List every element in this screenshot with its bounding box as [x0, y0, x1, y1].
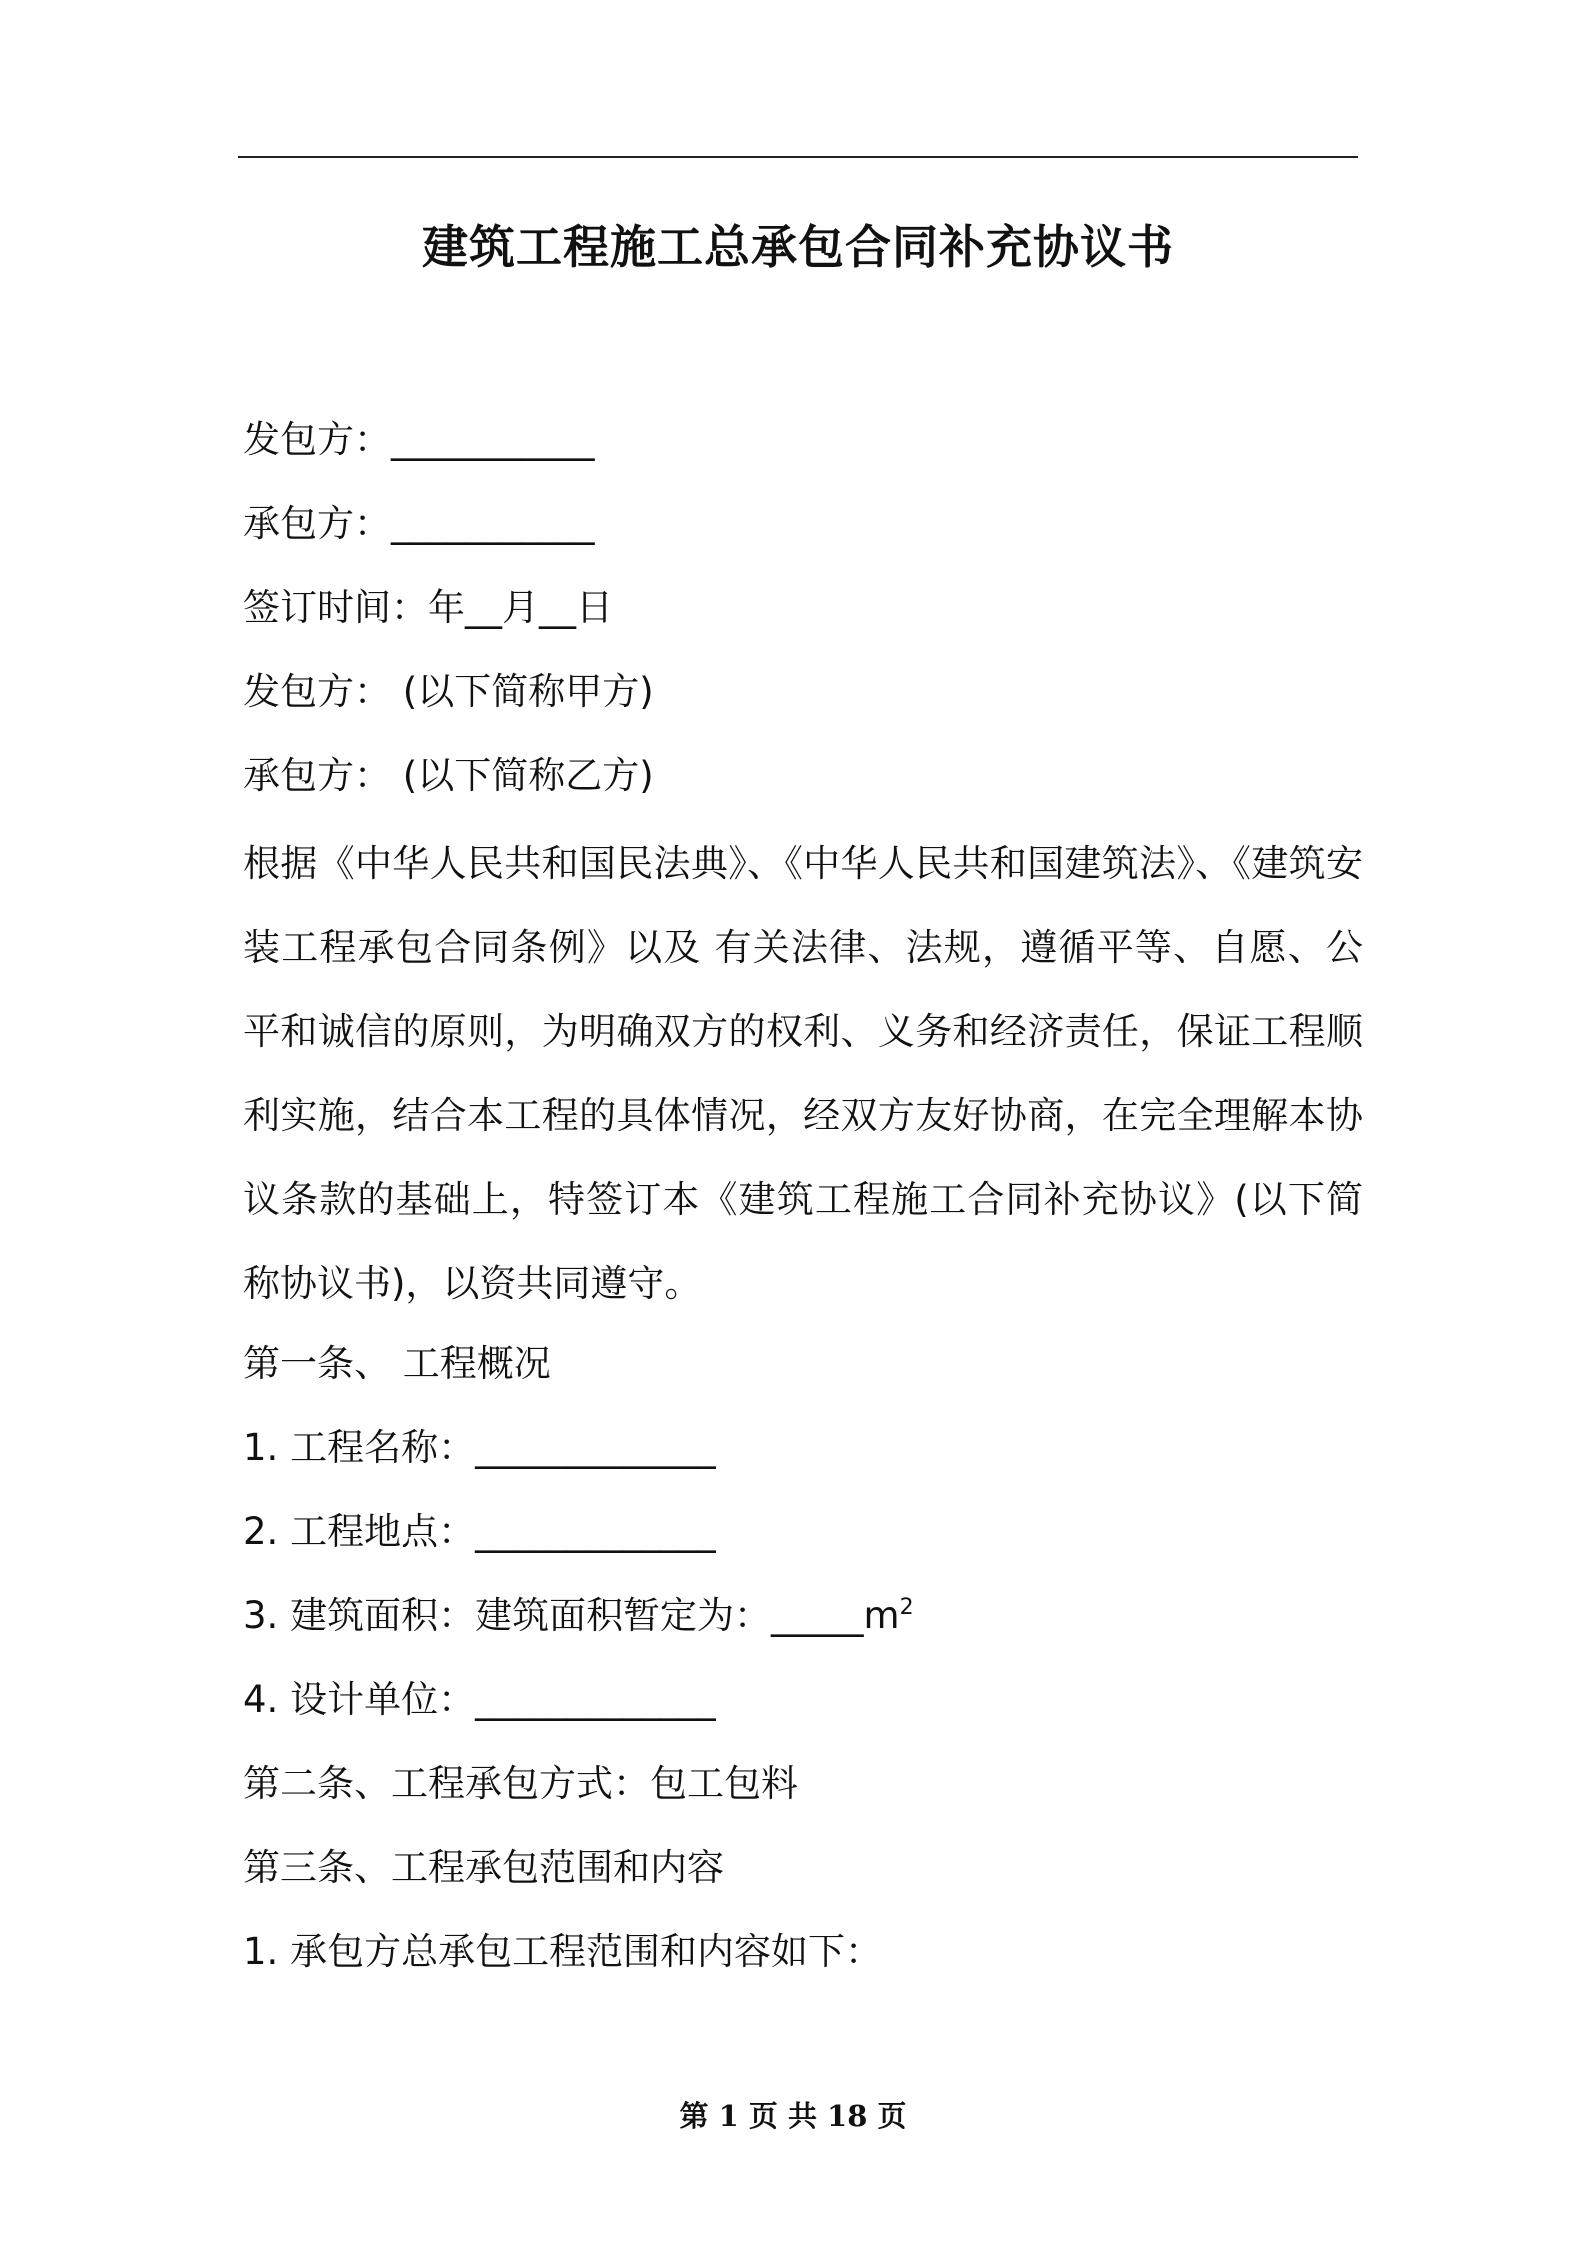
article-1-heading: 第一条、 工程概况	[243, 1342, 551, 1385]
article-1-item-4: 4. 设计单位：_____________	[243, 1678, 716, 1721]
article-1-item-2: 2. 工程地点：_____________	[243, 1510, 716, 1553]
article-3-heading: 第三条、工程承包范围和内容	[243, 1846, 724, 1889]
preamble-line: 装工程承包合同条例》以及 有关法律、法规，遵循平等、自愿、公	[243, 926, 1363, 969]
preamble-line: 利实施，结合本工程的具体情况，经双方友好协商，在完全理解本协	[243, 1094, 1363, 1137]
employer-field: 发包方：___________	[243, 418, 595, 461]
contractor-alias-field: 承包方： (以下简称乙方)	[243, 754, 654, 797]
page-footer: 第 1 页 共 18 页	[679, 2099, 907, 2133]
employer-alias-field: 发包方： (以下简称甲方)	[243, 670, 654, 713]
preamble-line: 根据《中华人民共和国民法典》、《中华人民共和国建筑法》、《建筑安	[243, 842, 1363, 885]
article-2-heading: 第二条、工程承包方式：包工包料	[243, 1762, 798, 1805]
preamble-paragraph	[243, 822, 1363, 1326]
contractor-field: 承包方：___________	[243, 502, 595, 545]
article-1-item-1: 1. 工程名称：_____________	[243, 1426, 716, 1469]
header-rule	[238, 156, 1358, 158]
sign-date-field: 签订时间：年__月__日	[243, 586, 613, 629]
preamble-line: 称协议书)，以资共同遵守。	[243, 1262, 702, 1305]
preamble-line: 议条款的基础上，特签订本《建筑工程施工合同补充协议》(以下简	[243, 1178, 1363, 1221]
document-title: 建筑工程施工总承包合同补充协议书	[422, 220, 1174, 274]
article-1-item-3-text: 3. 建筑面积：建筑面积暂定为：_____m	[243, 1594, 900, 1637]
article-1-item-3	[243, 1586, 914, 1646]
square-meter-superscript: 2	[899, 1595, 914, 1620]
article-3-item-1: 1. 承包方总承包工程范围和内容如下：	[243, 1930, 883, 1973]
preamble-line: 平和诚信的原则，为明确双方的权利、义务和经济责任，保证工程顺	[243, 1010, 1363, 1053]
